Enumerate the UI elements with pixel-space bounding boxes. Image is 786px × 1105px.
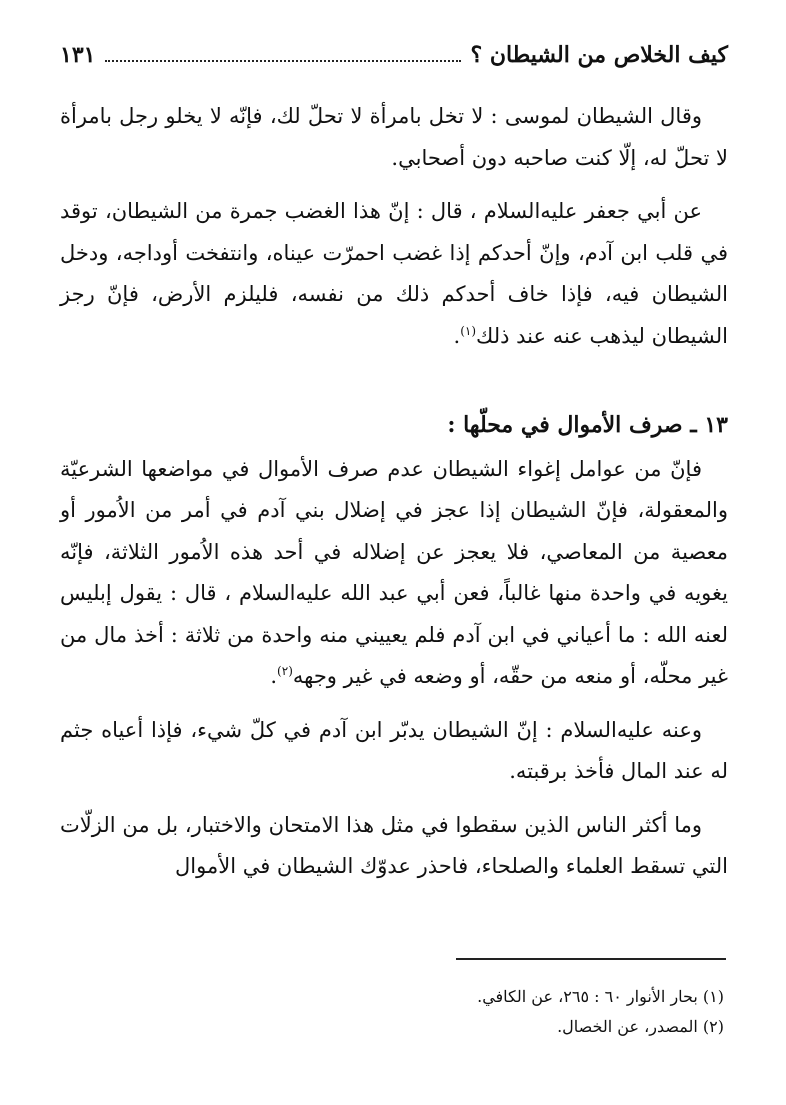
running-header — [60, 42, 728, 68]
footnotes — [60, 982, 724, 1042]
page-number: ١٣١ — [60, 42, 96, 68]
running-title: كيف الخلاص من الشيطان ؟ — [470, 42, 728, 68]
footnote: (١) بحار الأنوار ٦٠ : ٢٦٥، عن الكافي. — [477, 987, 724, 1006]
section-heading: ١٣ ـ صرف الأموال في محلّها : — [447, 412, 728, 438]
page-body — [60, 96, 728, 888]
paragraph: عن أبي جعفر عليه‌السلام ، قال : إنّ هذا الغضب جمرة من الشيطان، توقد في قلب ابن آدم، وإنّ أحدكم إذا غضب احمرّت عيناه، وانتفخت أوداجه، ودخل الشيطان فيه، فإذا خاف أحدكم ذلك من نفسه، فليلزم الأرض، فإنّ رجز الشيطان ليذهب عنه عند ذلك$^{(١)}$. — [60, 199, 728, 348]
paragraph: وعنه عليه‌السلام : إنّ الشيطان يدبّر ابن آدم في كلّ شيء، فإذا أعياه جثم له عند المال فأخذ برقبته. — [60, 717, 728, 783]
paragraph: وما أكثر الناس الذين سقطوا في مثل هذا الامتحان والاختبار، بل من الزلّات التي تسقط العلماء والصلحاء، فاحذر عدوّك الشيطان في الأموال — [60, 812, 728, 878]
footnote-divider — [456, 958, 726, 960]
footnote: (٢) المصدر، عن الخصال. — [557, 1017, 724, 1036]
footnote-ref: (١) — [460, 323, 477, 338]
leader-dots — [105, 60, 460, 62]
footnote-ref: (٢) — [277, 664, 293, 678]
paragraph: وقال الشيطان لموسى : لا تخل بامرأة لا تحلّ لك، فإنّه لا يخلو رجل بامرأة لا تحلّ له، إلّا كنت صاحبه دون أصحابي. — [60, 104, 728, 170]
paragraph: فإنّ من عوامل إغواء الشيطان عدم صرف الأموال في مواضعها الشرعيّة والمعقولة، فإنّ الشيطان إذا عجز في إضلال بني آدم في أمر من الاُمور أو معصية من المعاصي، فلا يعجز عن إضلاله في أحد هذه الاُمور الثلاثة، فإنّه يغويه في واحدة منها غالباً، فعن أبي عبد الله عليه‌السلام ، قال : يقول إبليس لعنه الله : ما أعياني في ابن آدم فلم يعييني منه واحدة من ثلاثة : أخذ مال من غير محلّه، أو منعه من حقّه، أو وضعه في غير وجهه$^{(٢)}$. — [60, 456, 728, 688]
